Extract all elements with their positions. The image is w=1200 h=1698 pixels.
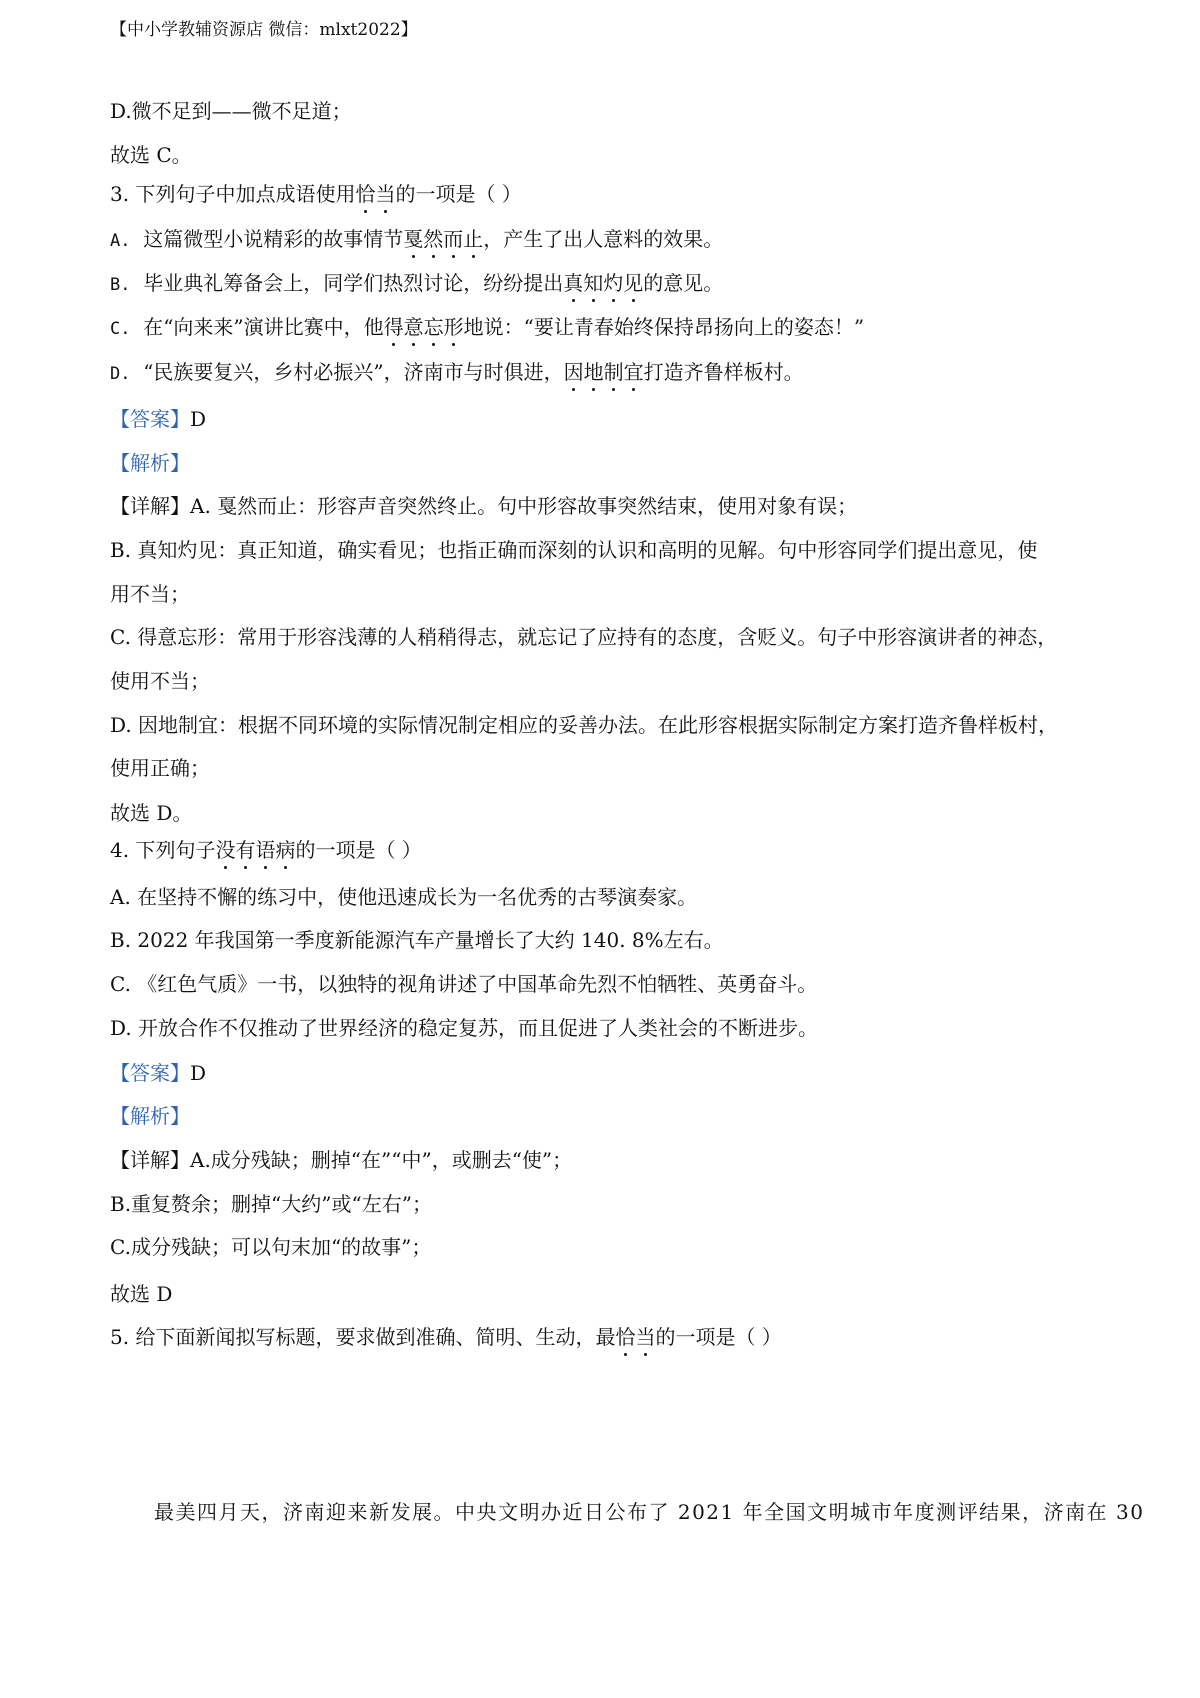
q3-detail-line-5: 使用不当；	[110, 669, 210, 693]
q3-stem: 3. 下列句子中加点成语使用恰当的一项是（ ）	[110, 182, 522, 206]
q4-stem: 4. 下列句子没有语病的一项是（ ）	[110, 838, 422, 862]
q2-option-d-line: D.微不足到——微不足道；	[110, 99, 352, 123]
q3-detail-line-7: 使用正确；	[110, 756, 210, 780]
q5-stem-dotted: 恰当	[615, 1325, 656, 1349]
q2-choose: 故选 C。	[110, 143, 192, 167]
q4-detail-line-1: 【详解】A.成分残缺；删掉“在”“中”，或删去“使”；	[110, 1148, 573, 1172]
q4-analysis-tag: 【解析】	[110, 1104, 190, 1128]
q5-news-paragraph: 最美四月天，济南迎来新发展。中央文明办近日公布了 2021 年全国文明城市年度测评结果，济南在 30	[154, 1500, 1145, 1524]
q3-detail-line-2: B. 真知灼见：真正知道，确实看见；也指正确而深刻的认识和高明的见解。句中形容同学们提出意见，使	[110, 538, 1038, 562]
q3-detail-line-1: 【详解】A. 戛然而止：形容声音突然终止。句中形容故事突然结束，使用对象有误；	[110, 494, 858, 518]
q3-option-a-idiom: 戛然而止	[403, 227, 484, 251]
q3-analysis-tag: 【解析】	[110, 451, 190, 475]
q4-stem-dotted: 没有语病	[215, 838, 296, 862]
q4-detail-line-2: B.重复赘余；删掉“大约”或“左右”；	[110, 1192, 432, 1216]
q4-choose: 故选 D	[110, 1282, 173, 1306]
q3-option-a: A. 这篇微型小说精彩的故事情节戛然而止，产生了出人意料的效果。	[110, 227, 724, 251]
q4-option-c: C. 《红色气质》一书，以独特的视角讲述了中国革命先烈不怕牺牲、英勇奋斗。	[110, 972, 818, 996]
q3-option-b: B. 毕业典礼筹备会上，同学们热烈讨论，纷纷提出真知灼见的意见。	[110, 271, 724, 295]
answer-tag: 【答案】	[110, 1061, 190, 1085]
page-header-watermark: 【中小学教辅资源店 微信：mlxt2022】	[110, 20, 418, 40]
q5-stem: 5. 给下面新闻拟写标题，要求做到准确、简明、生动，最恰当的一项是（ ）	[110, 1325, 782, 1349]
q4-option-d: D. 开放合作不仅推动了世界经济的稳定复苏，而且促进了人类社会的不断进步。	[110, 1016, 819, 1040]
q3-option-c: C. 在“向来来”演讲比赛中，他得意忘形地说：“要让青春始终保持昂扬向上的姿态！”	[110, 315, 865, 339]
q4-option-b: B. 2022 年我国第一季度新能源汽车产量增长了大约 140. 8%左右。	[110, 928, 724, 952]
q3-detail-line-3: 用不当；	[110, 582, 190, 606]
q3-option-b-idiom: 真知灼见	[563, 271, 644, 295]
q4-option-a: A. 在坚持不懈的练习中，使他迅速成长为一名优秀的古琴演奏家。	[110, 885, 698, 909]
q4-detail-line-3: C.成分残缺；可以句末加“的故事”；	[110, 1235, 432, 1259]
q3-detail-line-6: D. 因地制宜：根据不同环境的实际情况制定相应的妥善办法。在此形容根据实际制定方案打造齐鲁样板村，	[110, 713, 1059, 737]
q3-option-d: D. “民族要复兴，乡村必振兴”，济南市与时俱进，因地制宜打造齐鲁样板村。	[110, 360, 804, 384]
q3-choose: 故选 D。	[110, 801, 193, 825]
answer-tag: 【答案】	[110, 407, 190, 431]
q3-option-c-idiom: 得意忘形	[383, 315, 464, 339]
q3-detail-line-4: C. 得意忘形：常用于形容浅薄的人稍稍得志，就忘记了应持有的态度，含贬义。句子中形容演讲者的神态，	[110, 625, 1058, 649]
q3-option-d-idiom: 因地制宜	[563, 360, 644, 384]
q4-answer: 【答案】D	[110, 1061, 207, 1085]
q3-answer: 【答案】D	[110, 407, 207, 431]
q3-stem-dotted: 恰当	[355, 182, 396, 206]
